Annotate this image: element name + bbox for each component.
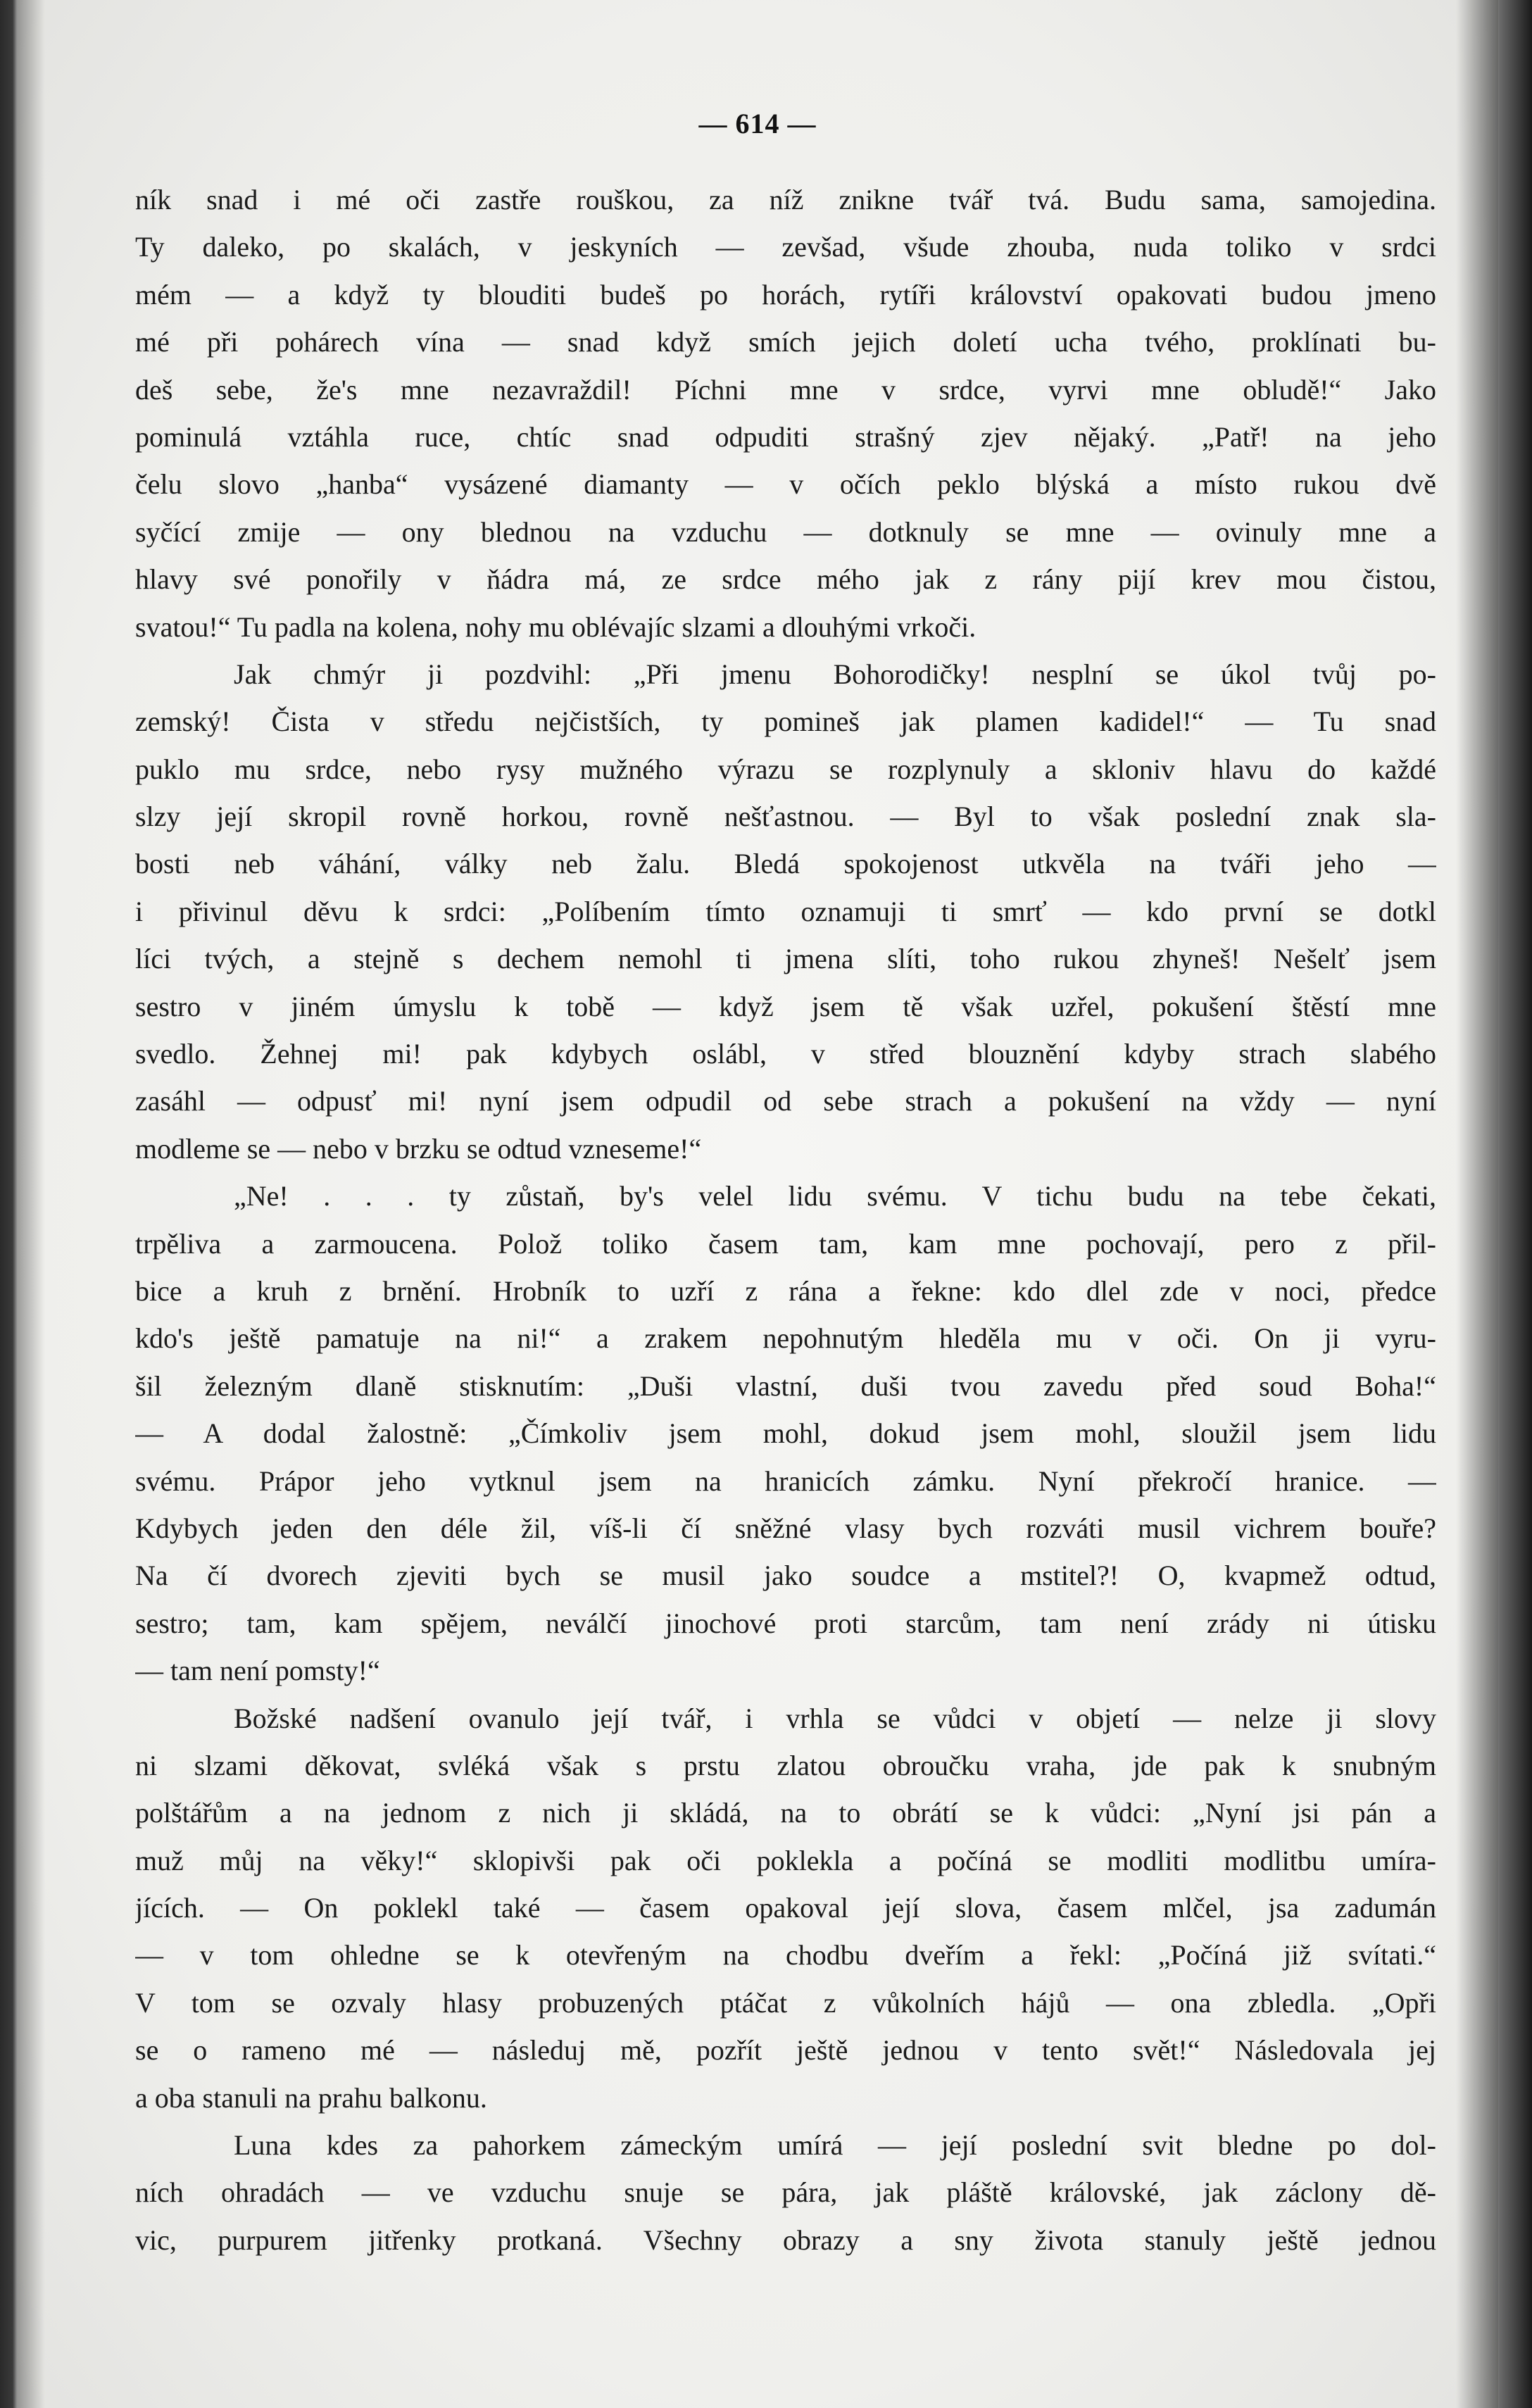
text-line: syčící zmije — ony blednou na vzduchu — dotknuly se mne — ovinuly mne a [135, 515, 1436, 548]
text-line: trpěliva a zarmoucena. Polož toliko časem tam, kam mne pochovají, pero z přil- [135, 1227, 1436, 1260]
text-line: svému. Prápor jeho vytknul jsem na hranicích zámku. Nyní překročí hranice. — [135, 1465, 1436, 1497]
text-line: a oba stanuli na prahu balkonu. [135, 2081, 487, 2114]
text-line: i přivinul děvu k srdci: „Políbením tímto oznamuji ti smrť — kdo první se dotkl [135, 895, 1436, 927]
text-line: se o rameno mé — následuj mě, pozřít ještě jednou v tento svět!“ Následovala jej [135, 2034, 1436, 2067]
text-line: — tam není pomsty!“ [135, 1655, 380, 1687]
text-line: Jak chmýr ji pozdvihl: „Při jmenu Bohorodičky! nesplní se úkol tvůj po- [234, 658, 1436, 690]
text-line: Na čí dvorech zjeviti bych se musil jako soudce a mstitel?! O, kvapmež odtud, [135, 1560, 1436, 1592]
body-text [135, 176, 1436, 2264]
text-line: Ty daleko, po skalách, v jeskyních — zevšad, všude zhouba, nuda toliko v srdci [135, 231, 1436, 263]
page-edge-shadow [1456, 0, 1498, 2408]
text-line: polštářům a na jednom z nich ji skládá, na to obrátí se k vůdci: „Nyní jsi pán a [135, 1797, 1436, 1829]
text-line: jících. — On poklekl také — časem opakoval její slova, časem mlčel, jsa zadumán [135, 1892, 1436, 1924]
text-line: „Ne! . . . ty zůstaň, by's velel lidu svému. V tichu budu na tebe čekati, [234, 1180, 1436, 1212]
text-line: slzy její skropil rovně horkou, rovně nešťastnou. — Byl to však poslední znak sla- [135, 801, 1436, 833]
text-line: ni slzami děkovat, svléká však s prstu zlatou obroučku vraha, jde pak k snubným [135, 1749, 1436, 1781]
text-line: svedlo. Žehnej mi! pak kdybych oslábl, v střed blouznění kdyby strach slabého [135, 1038, 1436, 1070]
text-line: V tom se ozvaly hlasy probuzených ptáčat z vůkolních hájů — ona zbledla. „Opři [135, 1986, 1436, 2019]
page-number: — 614 — [698, 108, 817, 139]
text-line: Božské nadšení ovanulo její tvář, i vrhla se vůdci v objetí — nelze ji slovy [234, 1702, 1436, 1734]
text-line: mé při pohárech vína — snad když smích jejich doletí ucha tvého, proklínati bu- [135, 326, 1436, 358]
text-line: — A dodal žalostně: „Čímkoliv jsem mohl, dokud jsem mohl, sloužil jsem lidu [135, 1417, 1436, 1450]
text-line: bice a kruh z brnění. Hrobník to uzří z rána a řekne: kdo dlel zde v noci, předce [135, 1274, 1436, 1307]
book-page [17, 0, 1498, 2408]
text-line: zemský! Čista v středu nejčistších, ty pomineš jak plamen kadidel!“ — Tu snad [135, 706, 1436, 738]
text-line: deš sebe, že's mne nezavraždil! Píchni mne v srdce, vyrvi mne obludě!“ Jako [135, 373, 1436, 406]
text-line: ních ohradách — ve vzduchu snuje se pára, jak pláště královské, jak záclony dě- [135, 2176, 1436, 2209]
text-line: líci tvých, a stejně s dechem nemohl ti jmena slíti, toho rukou zhyneš! Nešelť jsem [135, 943, 1436, 975]
text-line: hlavy své ponořily v ňádra má, ze srdce mého jak z rány pijí krev mou čistou, [135, 563, 1436, 596]
text-line: sestro v jiném úmyslu k tobě — když jsem tě však uzřel, pokušení štěstí mne [135, 990, 1436, 1022]
text-line: mém — a když ty blouditi budeš po horách, rytíři království opakovati budou jmeno [135, 278, 1436, 311]
text-line: sestro; tam, kam spějem, neválčí jinochové proti starcům, tam není zrády ni útisku [135, 1607, 1436, 1639]
text-line: vic, purpurem jitřenky protkaná. Všechny obrazy a sny života stanuly ještě jednou [135, 2224, 1436, 2256]
text-line: bosti neb váhání, války neb žalu. Bledá spokojenost utkvěla na tváři jeho — [135, 848, 1436, 880]
text-line: šil železným dlaně stisknutím: „Duši vlastní, duši tvou zavedu před soud Boha!“ [135, 1369, 1436, 1402]
text-line: modleme se — nebo v brzku se odtud vzneseme!“ [135, 1132, 702, 1165]
text-line: čelu slovo „hanba“ vysázené diamanty — v očích peklo blýská a místo rukou dvě [135, 468, 1436, 501]
text-line: kdo's ještě pamatuje na ni!“ a zrakem nepohnutým hleděla mu v oči. On ji vyru- [135, 1322, 1436, 1355]
text-line: muž můj na věky!“ sklopivši pak oči poklekla a počíná se modliti modlitbu umíra- [135, 1844, 1436, 1876]
text-line: pominulá vztáhla ruce, chtíc snad odpuditi strašný zjev nějaký. „Patř! na jeho [135, 420, 1436, 453]
text-line: Kdybych jeden den déle žil, víš-li čí sněžné vlasy bych rozváti musil vichrem bouře? [135, 1512, 1436, 1544]
text-line: zasáhl — odpusť mi! nyní jsem odpudil od sebe strach a pokušení na vždy — nyní [135, 1085, 1436, 1117]
text-line: Luna kdes za pahorkem zámeckým umírá — její poslední svit bledne po dol- [234, 2129, 1436, 2162]
text-line: ník snad i mé oči zastře rouškou, za níž znikne tvář tvá. Budu sama, samojedina. [135, 184, 1436, 215]
gutter-shadow [17, 0, 45, 2408]
text-line: — v tom ohledne se k otevřeným na chodbu dveřím a řekl: „Počíná již svítati.“ [135, 1939, 1436, 1971]
text-line: svatou!“ Tu padla na kolena, nohy mu oblévajíc slzami a dlouhými vrkoči. [135, 610, 977, 643]
text-line: puklo mu srdce, nebo rysy mužného výrazu se rozplynuly a skloniv hlavu do každé [135, 753, 1436, 785]
